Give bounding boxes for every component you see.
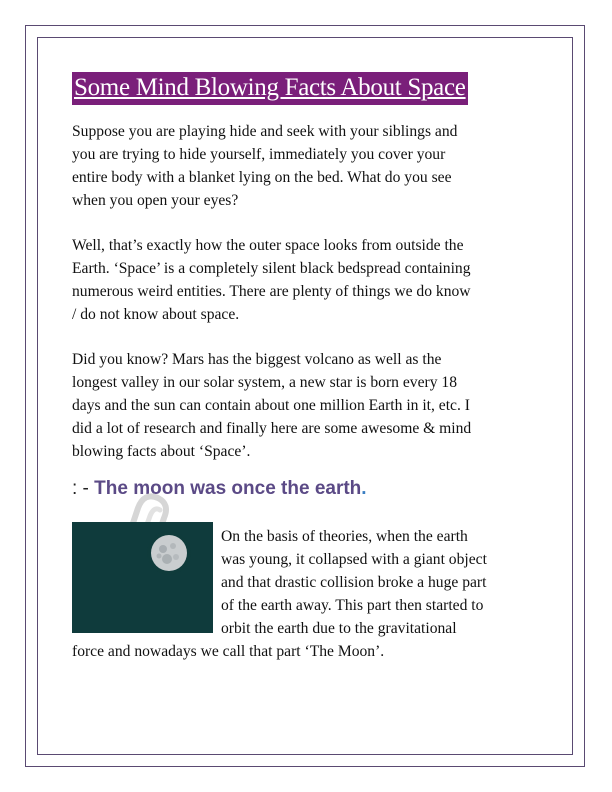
- section-body-wrapped: [221, 525, 551, 640]
- section-heading-period: .: [361, 478, 367, 499]
- paragraph-line: / do not know about space.: [72, 306, 240, 323]
- document-title: Some Mind Blowing Facts About Space: [72, 72, 468, 105]
- paragraph-line: and that drastic collision broke a huge part: [221, 574, 487, 591]
- paragraph-line: longest valley in our solar system, a new star is born every 18: [72, 374, 457, 391]
- paragraph-line: Did you know? Mars has the biggest volcano as well as the: [72, 351, 442, 368]
- paragraph-line: Well, that’s exactly how the outer space looks from outside the: [72, 237, 464, 254]
- moon-icon: [72, 522, 213, 633]
- intro-paragraph-1: [72, 120, 546, 212]
- moon-photo: [72, 522, 213, 633]
- paragraph-line: entire body with a blanket lying on the bed. What do you see: [72, 169, 452, 186]
- section-body-last-line: force and nowadays we call that part ‘The Moon’.: [72, 643, 385, 660]
- paragraph-line: did a lot of research and finally here are some awesome & mind: [72, 420, 472, 437]
- paragraph-line: On the basis of theories, when the earth: [221, 528, 468, 545]
- paragraph-line: Earth. ‘Space’ is a completely silent black bedspread containing: [72, 260, 471, 277]
- paragraph-line: orbit the earth due to the gravitational: [221, 620, 457, 637]
- paragraph-line: Suppose you are playing hide and seek with your siblings and: [72, 123, 458, 140]
- intro-paragraph-3: [72, 348, 546, 463]
- intro-paragraph-2: [72, 234, 546, 326]
- paragraph-line: you are trying to hide yourself, immediately you cover your: [72, 146, 446, 163]
- paragraph-line: when you open your eyes?: [72, 192, 239, 209]
- section-heading-text: The moon was once the earth: [94, 478, 362, 499]
- paragraph-line: blowing facts about ‘Space’.: [72, 443, 251, 460]
- paragraph-line: days and the sun can contain about one million Earth in it, etc. I: [72, 397, 470, 414]
- section-heading-prefix: : -: [72, 478, 95, 499]
- section-heading: [72, 478, 367, 500]
- paragraph-line: of the earth away. This part then started to: [221, 597, 484, 614]
- paragraph-line: numerous weird entities. There are plenty of things we do know: [72, 283, 471, 300]
- paragraph-line: was young, it collapsed with a giant object: [221, 551, 487, 568]
